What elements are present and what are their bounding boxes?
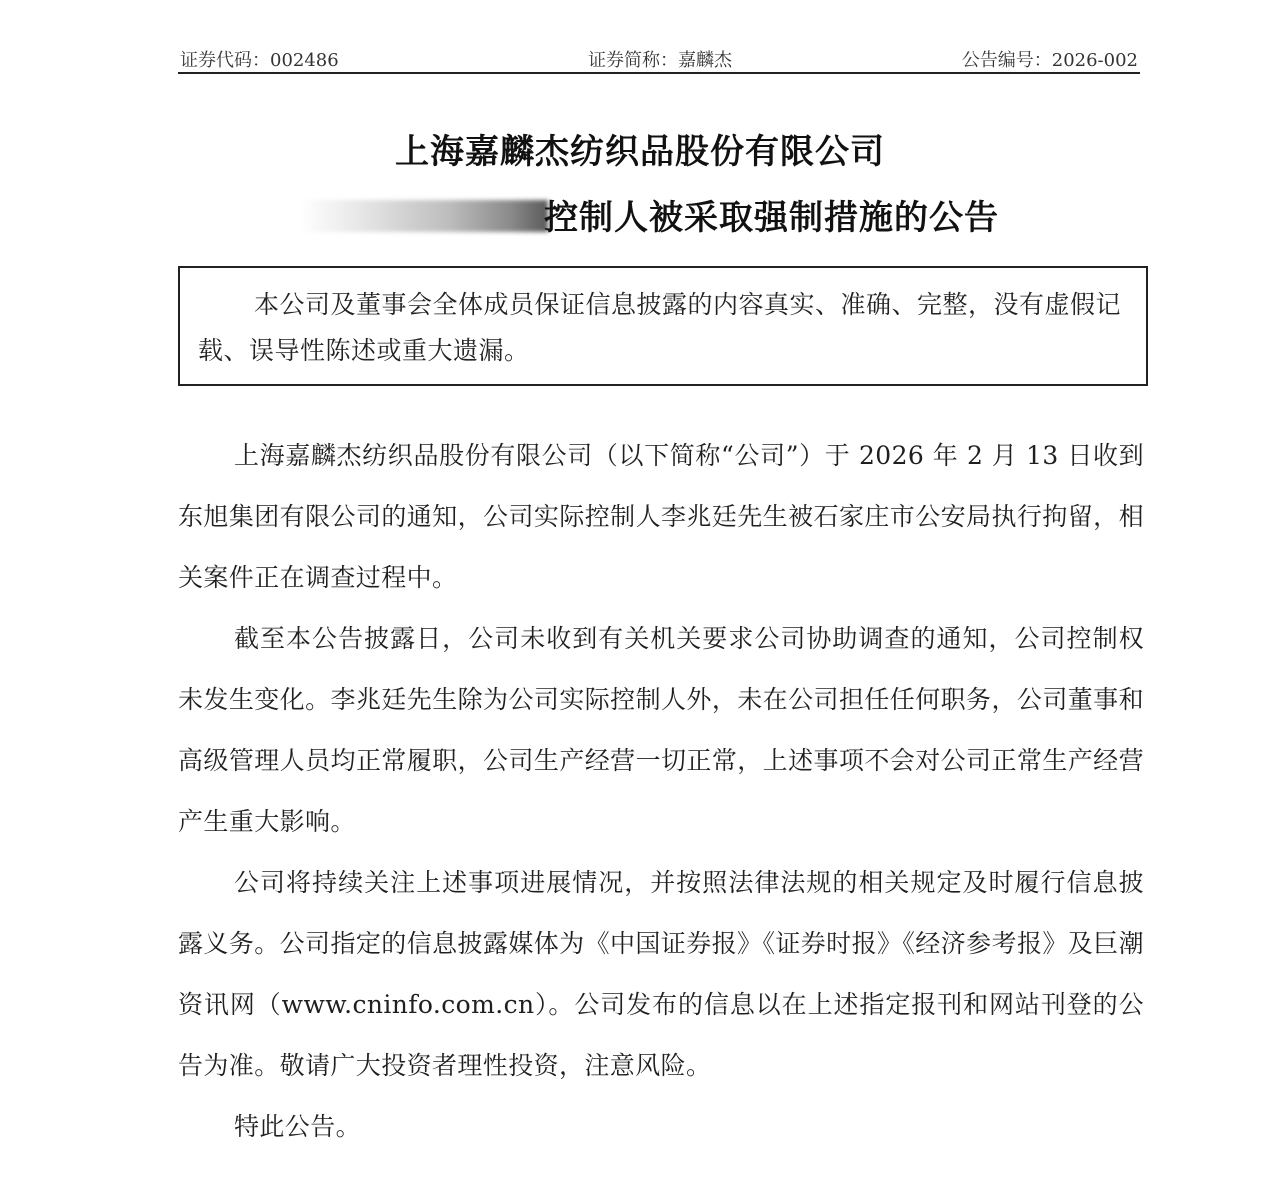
company-title: 上海嘉麟杰纺织品股份有限公司 xyxy=(395,132,885,172)
stock-code: 证券代码：002486 xyxy=(180,50,339,71)
disclosure-statement-box xyxy=(178,266,1148,386)
stock-abbreviation: 证券简称：嘉麟杰 xyxy=(588,50,732,71)
announcement-subject xyxy=(300,190,1020,240)
paragraph-control-status: 截至本公告披露日，公司未收到有关机关要求公司协助调查的通知，公司控制权未发生变化。李兆廷先生除为公司实际控制人外，未在公司担任任何职务，公司董事和高级管理人员均正常履职，公司生产经营一切正常，上述事项不会对公司正常生产经营产生重大影响。 xyxy=(178,624,1144,836)
redacted-area xyxy=(300,200,548,232)
subject-title: 控制人被采取强制措施的公告 xyxy=(544,198,999,238)
disclosure-statement: 本公司及董事会全体成员保证信息披露的内容真实、准确、完整，没有虚假记载、误导性陈述或重大遗漏。 xyxy=(198,290,1122,365)
paragraph-closing: 特此公告。 xyxy=(234,1112,362,1141)
paragraph-disclosure-media: 公司将持续关注上述事项进展情况，并按照法律法规的相关规定及时履行信息披露义务。公司指定的信息披露媒体为《中国证券报》《证券时报》《经济参考报》及巨潮资讯网（www.cninfo.com.cn）。公司发布的信息以在上述指定报刊和网站刊登的公告为准。敬请广大投资者理性投资，注意风险。 xyxy=(178,868,1144,1080)
announcement-number: 公告编号：2026-002 xyxy=(961,50,1138,71)
document-header xyxy=(178,42,1140,74)
announcement-body xyxy=(178,425,1144,1157)
paragraph-notification: 上海嘉麟杰纺织品股份有限公司（以下简称“公司”）于 2026 年 2 月 13 日收到东旭集团有限公司的通知，公司实际控制人李兆廷先生被石家庄市公安局执行拘留，相关案件正在调查过程中。 xyxy=(178,441,1144,592)
